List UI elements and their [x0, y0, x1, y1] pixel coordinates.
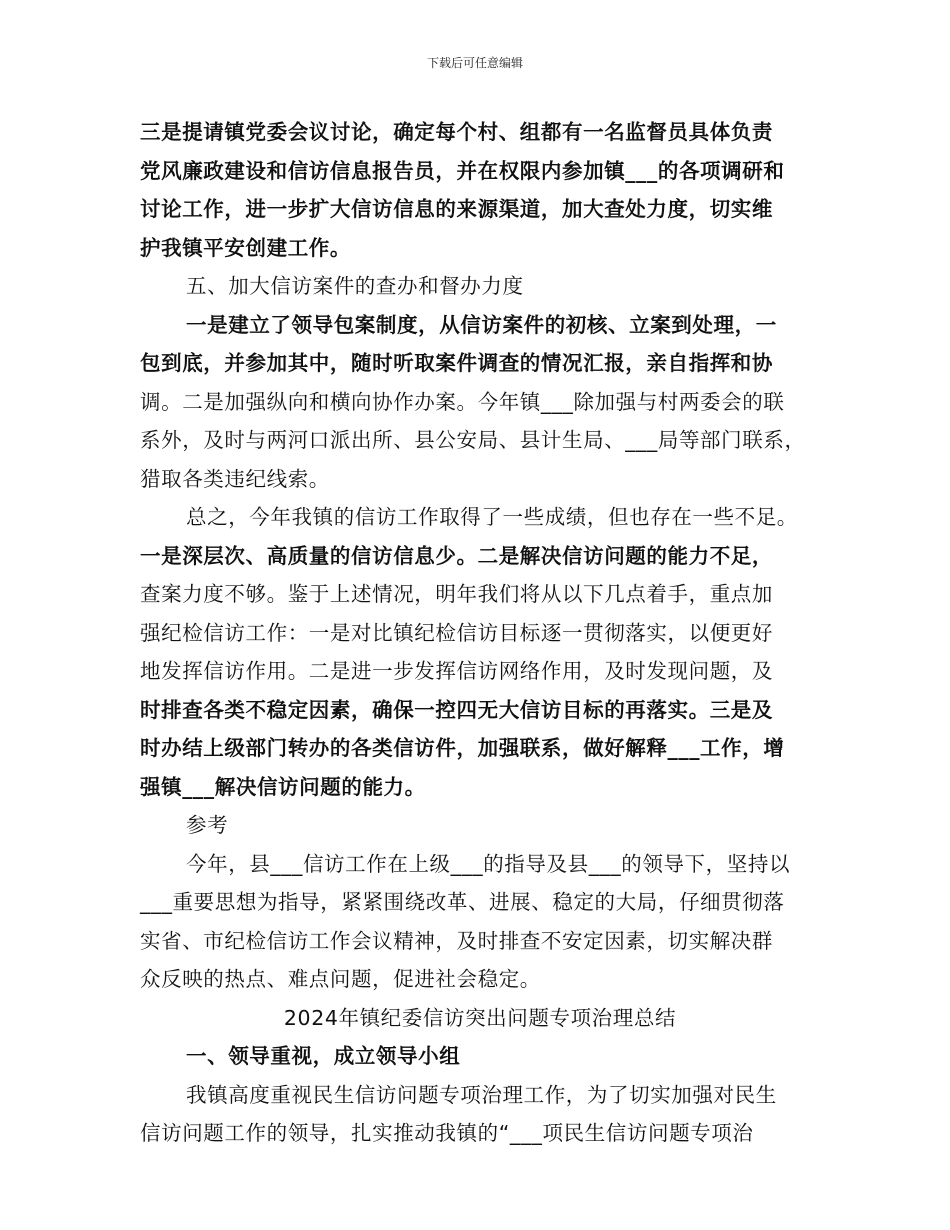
text-line: 护我镇平安创建工作。 — [140, 235, 351, 260]
text-line: 参考 — [186, 813, 229, 837]
text-line: 五、加大信访案件的查办和督办力度 — [186, 274, 524, 298]
text-line: 调。二是加强纵向和横向协作办案。今年镇___除加强与村两委会的联 — [140, 389, 785, 414]
page-header: 下载后可任意编辑 — [426, 56, 523, 70]
text-line: 强镇___解决信访问题的能力。 — [140, 774, 426, 799]
text-line: 包到底，并参加其中，随时听取案件调查的情况汇报，亲自指挥和协 — [140, 351, 773, 375]
text-line: 一是深层次、高质量的信访信息少。二是解决信访问题的能力不足， — [140, 543, 773, 568]
section-title: 2024年镇纪委信访突出问题专项治理总结 — [283, 1005, 677, 1030]
text-line: 地发挥信访作用。二是进一步发挥信访网络作用，及时发现问题，及 — [140, 659, 773, 683]
text-line: 时排查各类不稳定因素，确保一控四无大信访目标的再落实。三是及 — [140, 697, 773, 722]
text-line: 强纪检信访工作：一是对比镇纪检信访目标逐一贯彻落实，以便更好 — [140, 620, 773, 645]
text-line: ___重要思想为指导，紧紧围绕改革、进展、稳定的大局，仔细贯彻落 — [140, 890, 785, 914]
text-line: 猎取各类违纪线索。 — [140, 466, 330, 491]
text-line: 讨论工作，进一步扩大信访信息的来源渠道，加大查处力度，切实维 — [140, 197, 773, 221]
text-line: 总之，今年我镇的信访工作取得了一些成绩，但也存在一些不足。 — [186, 505, 798, 529]
text-line: 查案力度不够。鉴于上述情况，明年我们将从以下几点着手，重点加 — [140, 582, 773, 606]
text-line: 党风廉政建设和信访信息报告员，并在权限内参加镇___的各项调研和 — [140, 158, 785, 183]
text-line: 信访问题工作的领导，扎实推动我镇的“___项民生信访问题专项治 — [140, 1121, 754, 1145]
text-line: 一是建立了领导包案制度，从信访案件的初核、立案到处理，一 — [186, 312, 777, 337]
text-line: 系外，及时与两河口派出所、县公安局、县计生局、___局等部门联系， — [140, 428, 806, 452]
text-line: 一、领导重视，成立领导小组 — [186, 1044, 461, 1068]
document-body — [140, 113, 820, 1153]
text-line: 我镇高度重视民生信访问题专项治理工作，为了切实加强对民生 — [186, 1082, 777, 1107]
text-line: 实省、市纪检信访工作会议精神，及时排查不安定因素，切实解决群 — [140, 928, 773, 953]
text-line: 三是提请镇党委会议讨论，确定每个村、组都有一名监督员具体负责 — [140, 120, 773, 144]
text-line: 今年，县___信访工作在上级___的指导及县___的领导下，坚持以 — [186, 851, 791, 876]
text-line: 众反映的热点、难点问题，促进社会稳定。 — [140, 967, 541, 991]
text-line: 时办结上级部门转办的各类信访件，加强联系，做好解释___工作，增 — [140, 736, 785, 760]
